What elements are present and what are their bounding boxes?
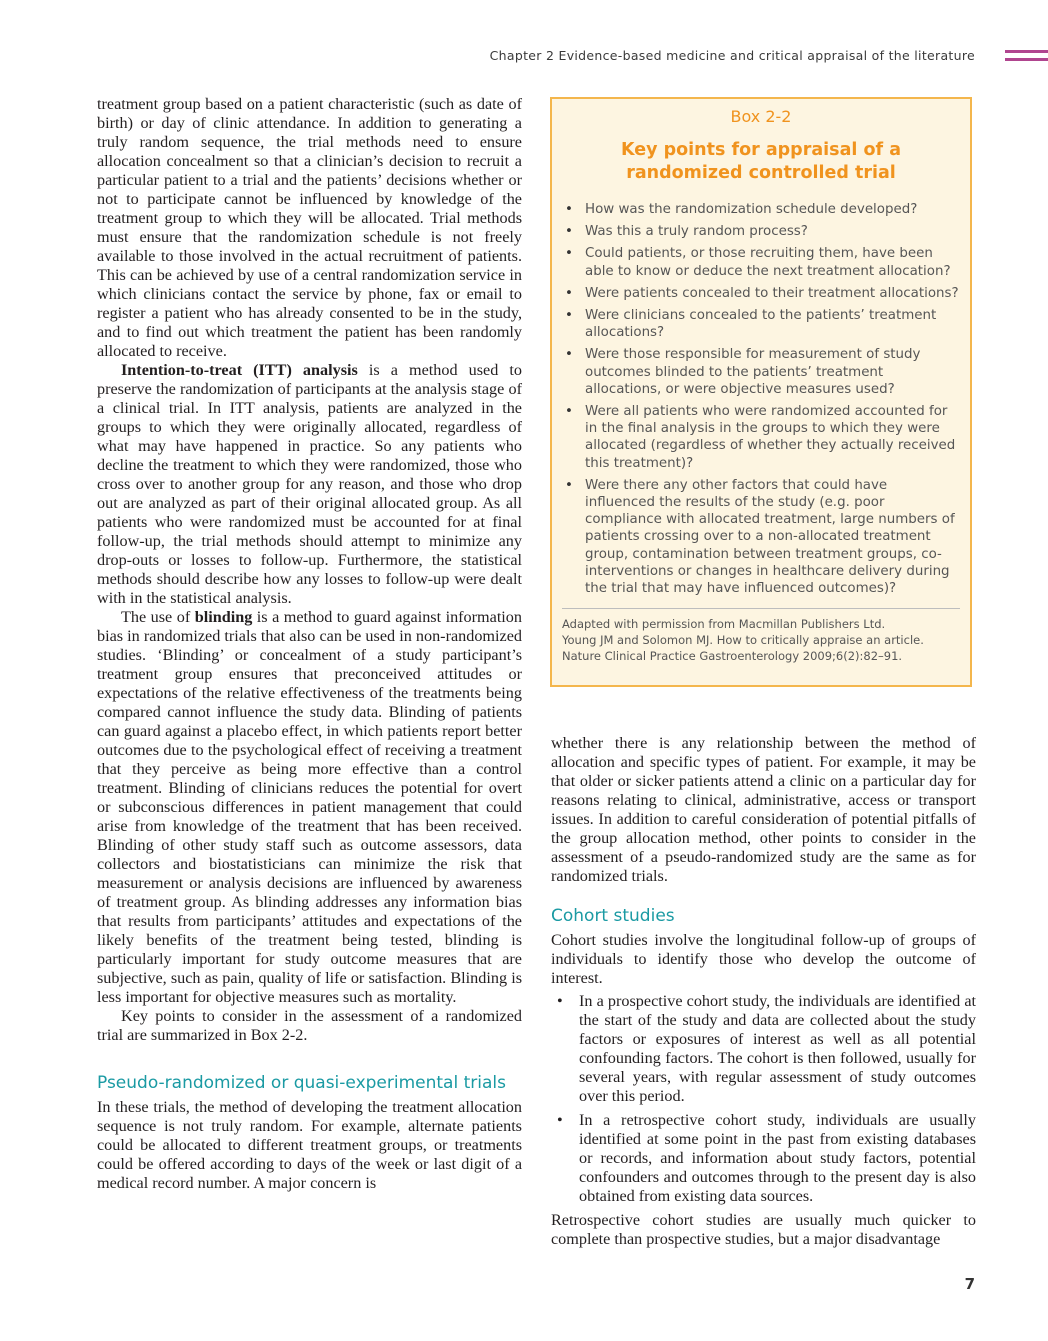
box-2-2	[550, 97, 972, 687]
source-line: Adapted with permission from Macmillan Publishers Ltd.	[562, 617, 886, 632]
left-column	[97, 95, 522, 1193]
paragraph-blinding	[97, 608, 522, 1007]
cohort-bullet-list	[551, 992, 976, 1206]
section-heading-cohort-studies: Cohort studies	[551, 906, 675, 926]
term-itt: Intention-to-treat (ITT) analysis	[121, 361, 358, 379]
right-column	[551, 734, 976, 1249]
section-heading-pseudo-randomized: Pseudo-randomized or quasi-experimental trials	[97, 1073, 506, 1093]
box-key-points-list	[562, 201, 960, 597]
box-source-note	[562, 616, 960, 664]
paragraph: Cohort studies involve the longitudinal follow-up of groups of individuals to identify those who develop the outcome of interest.	[551, 931, 976, 987]
paragraph-text: The use of	[121, 608, 195, 626]
paragraph: whether there is any relationship between the method of allocation and specific types of patient. For example, it may be that older or sicker patients attend a clinic on a particular day for reasons relating to clinical, administrative, access or transport issues. In addition to careful consideration of potential pitfalls of the group allocation method, other points to consider in the assessment of a pseudo-randomized study are the same as for randomized trials.	[551, 734, 976, 885]
page-number: 7	[964, 1275, 975, 1293]
source-line: Nature Clinical Practice Gastroenterology 2009;6(2):82–91.	[562, 649, 903, 664]
bullet-item: • In a prospective cohort study, the individuals are identified at the start of the study and data are collected about the study factors or exposures of interest as well as all potential confounding factors. The cohort is then followed, usually for several years, with regular assessment of study outcomes over this period.	[551, 992, 976, 1106]
bullet-item: • In a retrospective cohort study, individuals are usually identified at some point in the past from existing databases or records, and information about study factors, potential confounders and outcomes through to the present day is also obtained from existing data sources.	[551, 1111, 976, 1206]
paragraph: In these trials, the method of developing the treatment allocation sequence is not truly random. For example, alternate patients could be allocated to different treatment groups, or treatments could be offered according to days of the week or last digit of a medical record number. A major concern is	[97, 1098, 522, 1192]
box-title: Key points for appraisal of a randomized controlled trial	[620, 140, 902, 183]
paragraph-text: is a method used to preserve the randomization of participants at the analysis stage of a clinical trial. In ITT analysis, patients are analyzed in the groups to which they were originally allocated, regardless of what may have happened in practice. So any patients who decline the treatment to which they were randomized, those who cross over to another group for any reason, and those who drop out are analyzed as part of their original allocated group. As all patients who were randomized must be accounted for at final follow-up, the trial methods should attempt to minimize any drop-outs or losses to follow-up. Furthermore, the statistical methods should describe how any losses to follow-up were dealt with in the statistical analysis.	[97, 361, 522, 607]
running-head: Chapter 2 Evidence-based medicine and critical appraisal of the literature	[489, 48, 975, 63]
box-list-item: • Were there any other factors that could have influenced the results of the study (e.g. poor compliance with allocated treatment, large numbers of patients crossing over to a non-allocated treatment group, contamination between treatment groups, co-interventions or changes in healthcare delivery during the trial that may have influenced outcomes)?	[562, 477, 960, 597]
box-list-item: • Was this a truly random process?	[562, 223, 960, 240]
box-list-item: • Were clinicians concealed to the patients’ treatment allocations?	[562, 307, 960, 341]
paragraph: Retrospective cohort studies are usually much quicker to complete than prospective studies, but a major disadvantage	[551, 1211, 976, 1248]
header-bar	[1005, 58, 1048, 61]
box-list-item: • Were patients concealed to their treatment allocations?	[562, 285, 960, 302]
box-list-item: • How was the randomization schedule developed?	[562, 201, 960, 218]
box-label: Box 2-2	[730, 107, 792, 126]
source-line: Young JM and Solomon MJ. How to critically appraise an article.	[562, 633, 924, 648]
paragraph: treatment group based on a patient characteristic (such as date of birth) or day of clinic attendance. In addition to generating a truly random sequence, the trial methods need to ensure allocation concealment so that a clinician’s decision to recruit a particular patient to a trial and the patients’ decisions whether or not to participate cannot be influenced by knowledge of the treatment group to which they will be allocated. Trial methods must ensure that the randomization schedule is not freely available to those involved in the actual recruitment of patients. This can be achieved by use of a central randomization service in which clinicians contact the service by phone, fax or email to register a patient who has already consented to be in the study, and to find out which treatment the patient has been randomly allocated to receive.	[97, 95, 522, 360]
box-list-item: • Could patients, or those recruiting them, have been able to know or deduce the next treatment allocation?	[562, 245, 960, 279]
paragraph-text: is a method to guard against information bias in randomized trials that also can be used in non-randomized studies. ‘Blinding’ or concealment of a study participant’s treatment group ensures that preconceived attitudes or expectations of the relative effectiveness of the treatments being compared cannot influence the study data. Blinding of patients can guard against a placebo effect, in which patients report better outcomes due to the psychological effect of receiving a treatment that they perceive as being more effective than a control treatment. Blinding of clinicians reduces the potential for overt or subconscious differences in patient management that could arise from knowledge of the treatment that has been received. Blinding of other study staff such as outcome assessors, data collectors and biostatisticians can minimize the risk that measurement or analysis decisions are influenced by awareness of treatment group. As blinding addresses any information bias that results from participants’ attitudes and expectations of the likely benefits of the treatment being tested, blinding is particularly important for study outcome measures that are subjective, such as pain, quality of life or satisfaction. Blinding is less important for objective measures such as mortality.	[97, 608, 522, 1006]
term-blinding: blinding	[194, 608, 253, 626]
box-list-item: • Were those responsible for measurement of study outcomes blinded to the patients’ treatment allocations, or were objective measures used?	[562, 346, 960, 398]
header-decoration-bars	[1005, 50, 1048, 66]
paragraph: Key points to consider in the assessment of a randomized trial are summarized in Box 2-2.	[97, 1007, 522, 1044]
header-bar	[1005, 50, 1048, 53]
paragraph-itt	[97, 361, 522, 608]
box-divider	[562, 608, 960, 609]
box-list-item: • Were all patients who were randomized accounted for in the final analysis in the groups to which they were allocated (regardless of whether they actually received this treatment)?	[562, 403, 960, 472]
